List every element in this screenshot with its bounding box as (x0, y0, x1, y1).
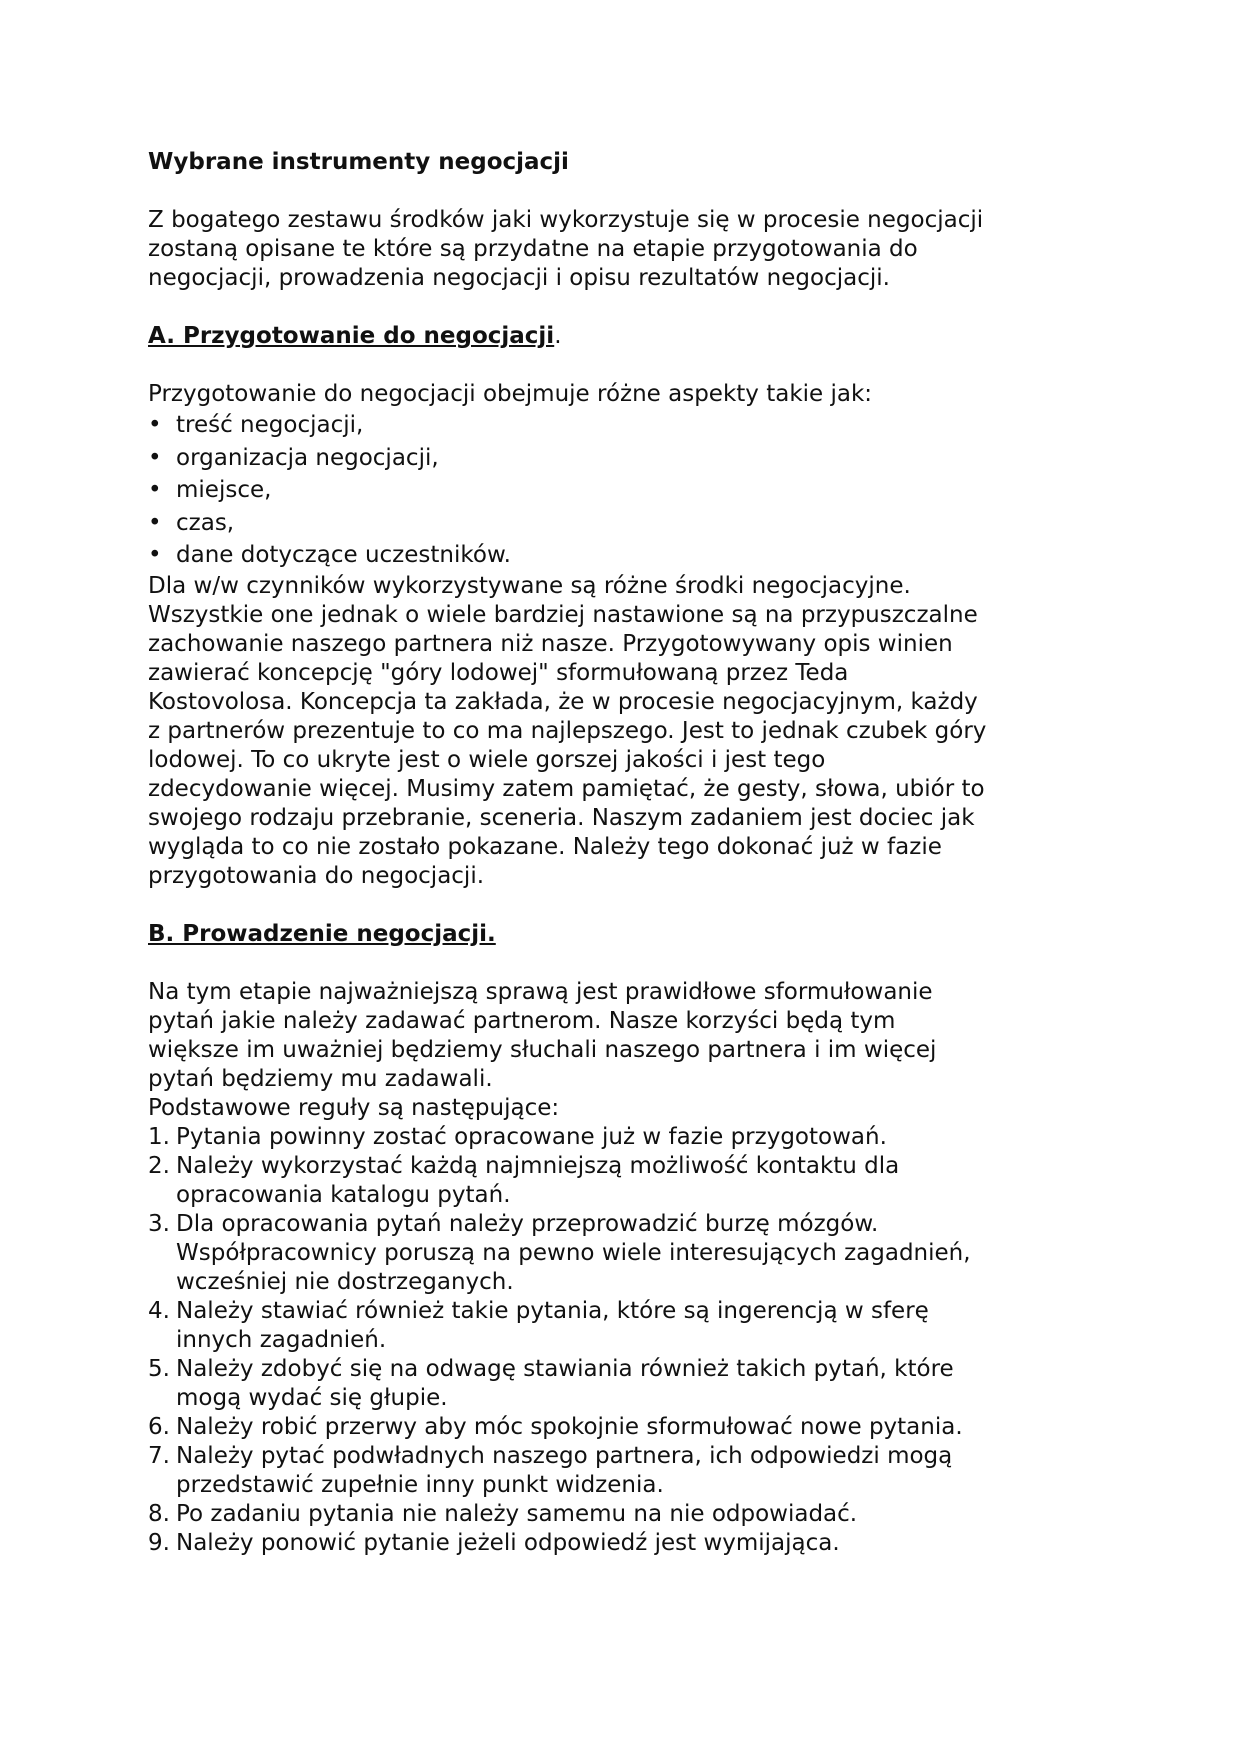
bullet-icon: • (148, 477, 162, 503)
section-b-heading (148, 920, 1148, 949)
section-b-body (148, 978, 1148, 1123)
rule-number: 7. (148, 1442, 170, 1469)
rule-text-line: opracowania katalogu pytań. (176, 1181, 511, 1208)
rule-text-line: Należy stawiać również takie pytania, które są ingerencją w sferę (176, 1297, 929, 1324)
text-line: pytań jakie należy zadawać partnerom. Nasze korzyści będą tym (148, 1007, 896, 1034)
text-line: negocjacji, prowadzenia negocjacji i opisu rezultatów negocjacji. (148, 265, 890, 291)
bullet-icon: • (148, 412, 162, 438)
rules-list (148, 1123, 1148, 1558)
text-line: zostaną opisane te które są przydatne na etapie przygotowania do (148, 236, 918, 262)
rule-text-line: Współpracownicy poruszą na pewno wiele interesujących zagadnień, (176, 1239, 971, 1266)
rule-number: 9. (148, 1529, 170, 1556)
section-a-heading (148, 322, 1148, 351)
bullet-icon: • (148, 509, 162, 536)
list-item (148, 539, 1148, 572)
rule-text-line: Pytania powinny zostać opracowane już w fazie przygotowań. (176, 1123, 887, 1150)
list-item-text: miejsce, (176, 477, 272, 503)
intro-paragraph (148, 206, 1148, 293)
rule-item (148, 1210, 1148, 1297)
list-item-text: treść negocjacji, (176, 412, 364, 438)
rule-number: 5. (148, 1355, 170, 1382)
list-item-text: czas, (176, 509, 235, 536)
section-a-body (148, 572, 1148, 891)
text-line: lodowej. To co ukryte jest o wiele gorszej jakości i jest tego (148, 746, 826, 773)
rule-item (148, 1297, 1148, 1355)
rule-item (148, 1152, 1148, 1210)
rule-text-line: Należy wykorzystać każdą najmniejszą możliwość kontaktu dla (176, 1152, 900, 1179)
rule-item (148, 1355, 1148, 1413)
text-line: Kostovolosa. Koncepcja ta zakłada, że w procesie negocjacyjnym, każdy (148, 688, 978, 715)
text-line: Z bogatego zestawu środków jaki wykorzystuje się w procesie negocjacji (148, 207, 984, 233)
section-a-lead: Przygotowanie do negocjacji obejmuje różne aspekty takie jak: (148, 381, 873, 407)
text-line: wygląda to co nie zostało pokazane. Należy tego dokonać już w fazie (148, 833, 942, 860)
list-item (148, 474, 1148, 507)
text-line: z partnerów prezentuje to co ma najlepszego. Jest to jednak czubek góry (148, 717, 987, 744)
rule-text-line: przedstawić zupełnie inny punkt widzenia. (176, 1471, 664, 1498)
document-title: Wybrane instrumenty negocjacji (148, 149, 569, 175)
rule-item (148, 1123, 1148, 1152)
list-item (148, 409, 1148, 442)
rule-text-line: Należy zdobyć się na odwagę stawiania również takich pytań, które (176, 1355, 954, 1382)
document-page (148, 148, 1148, 1558)
rule-item (148, 1500, 1148, 1529)
rule-text-line: innych zagadnień. (176, 1326, 387, 1353)
text-line: pytań będziemy mu zadawali. (148, 1065, 493, 1092)
rule-number: 3. (148, 1210, 170, 1237)
bullet-icon: • (148, 444, 162, 471)
list-item (148, 442, 1148, 475)
list-item-text: organizacja negocjacji, (176, 444, 439, 471)
text-line: przygotowania do negocjacji. (148, 862, 485, 889)
text-line: Na tym etapie najważniejszą sprawą jest prawidłowe sformułowanie (148, 978, 933, 1005)
text-line: zdecydowanie więcej. Musimy zatem pamiętać, że gesty, słowa, ubiór to (148, 775, 985, 802)
text-line: większe im uważniej będziemy słuchali naszego partnera i im więcej (148, 1036, 937, 1063)
section-a-heading-text: A. Przygotowanie do negocjacji (148, 323, 555, 349)
rule-text-line: Należy robić przerwy aby móc spokojnie sformułować nowe pytania. (176, 1413, 963, 1440)
text-line: zawierać koncepcję "góry lodowej" sformułowaną przez Teda (148, 659, 849, 686)
heading-period: . (554, 323, 562, 349)
rule-number: 8. (148, 1500, 170, 1527)
rule-item (148, 1529, 1148, 1558)
rule-number: 6. (148, 1413, 170, 1440)
text-line: Dla w/w czynników wykorzystywane są różne środki negocjacyjne. (148, 572, 911, 599)
rule-text-line: wcześniej nie dostrzeganych. (176, 1268, 514, 1295)
rule-text-line: Należy ponowić pytanie jeżeli odpowiedź jest wymijająca. (176, 1529, 840, 1556)
rule-text-line: Dla opracowania pytań należy przeprowadzić burzę mózgów. (176, 1210, 879, 1237)
rule-number: 1. (148, 1123, 170, 1150)
text-line: zachowanie naszego partnera niż nasze. Przygotowywany opis winien (148, 630, 953, 657)
rule-item (148, 1442, 1148, 1500)
bullet-icon: • (148, 542, 162, 568)
rule-text-line: mogą wydać się głupie. (176, 1384, 448, 1411)
text-line: Podstawowe reguły są następujące: (148, 1094, 560, 1121)
rule-number: 2. (148, 1152, 170, 1179)
text-line: swojego rodzaju przebranie, sceneria. Naszym zadaniem jest dociec jak (148, 804, 975, 831)
rule-text-line: Należy pytać podwładnych naszego partnera, ich odpowiedzi mogą (176, 1442, 953, 1469)
list-item-text: dane dotyczące uczestników. (176, 542, 511, 568)
section-b-heading-text: B. Prowadzenie negocjacji. (148, 920, 496, 947)
rule-number: 4. (148, 1297, 170, 1324)
rule-item (148, 1413, 1148, 1442)
list-item (148, 507, 1148, 540)
rule-text-line: Po zadaniu pytania nie należy samemu na nie odpowiadać. (176, 1500, 858, 1527)
aspects-list (148, 409, 1148, 572)
text-line: Wszystkie one jednak o wiele bardziej nastawione są na przypuszczalne (148, 601, 978, 628)
